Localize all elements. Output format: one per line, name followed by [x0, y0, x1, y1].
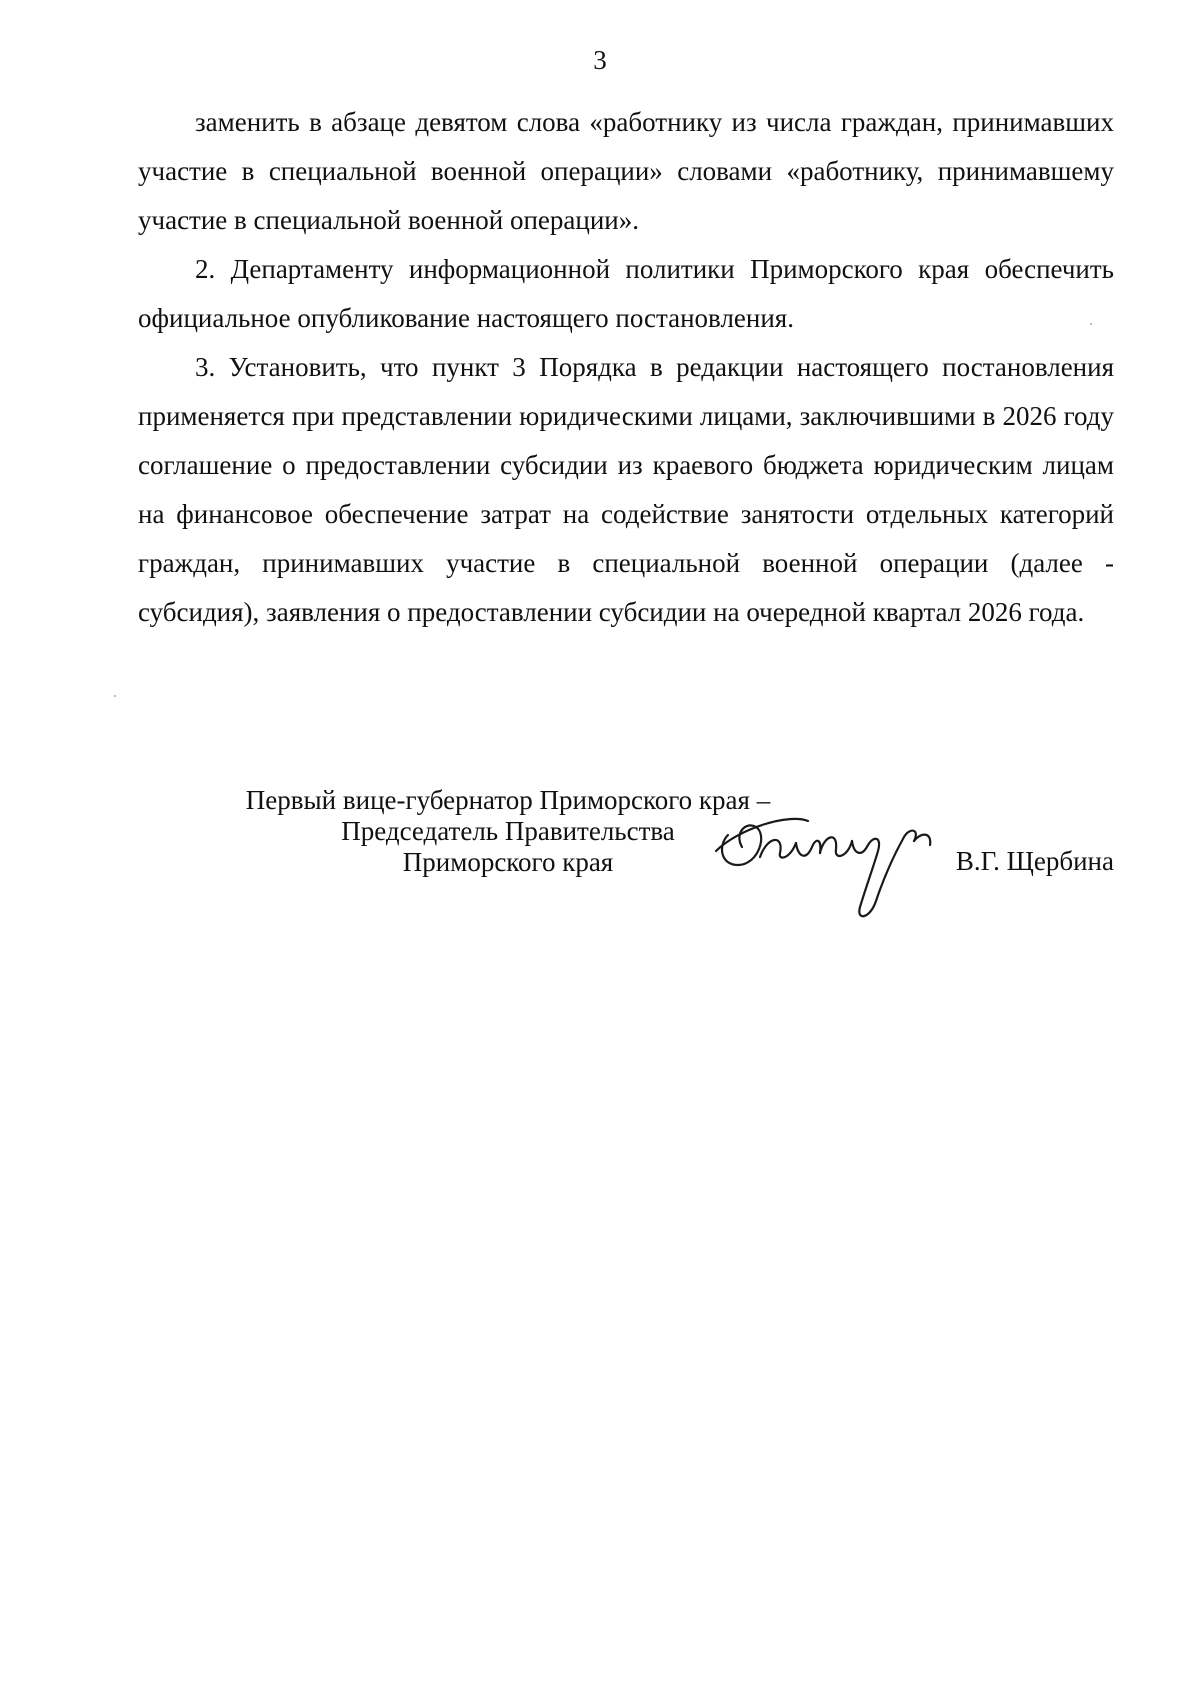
paragraph-2: 2. Департаменту информационной политики Приморского края обеспечить официальное опубликование настоящего постановления. [138, 254, 1114, 333]
scan-speck [114, 695, 116, 697]
signatory-title-line-2: Председатель Правительства [341, 816, 675, 846]
signatory-title-line-1: Первый вице-губернатор Приморского края – [245, 785, 771, 815]
signatory-title-line-3: Приморского края [402, 847, 614, 877]
scan-speck [1090, 323, 1092, 325]
signature-block [138, 785, 1114, 935]
document-body [138, 98, 1114, 637]
paragraph-1: заменить в абзаце девятом слова «работнику из числа граждан, принимавших участие в специальной военной операции» словами «работнику, принимавшему участие в специальной военной операции». [138, 107, 1114, 235]
signatory-name: В.Г. Щербина [955, 846, 1114, 876]
paragraph-3: 3. Установить, что пункт 3 Порядка в редакции настоящего постановления применяется при представлении юридическими лицами, заключившими в 2026 году соглашение о предоставлении субсидии из краевого бюджета юридическим лицам на финансовое обеспечение затрат на содействие занятости отдельных категорий граждан, принимавших участие в специальной военной операции (далее - субсидия), заявления о предоставлении субсидии на очередной квартал 2026 года. [138, 352, 1114, 627]
page-number: 3 [593, 45, 607, 75]
